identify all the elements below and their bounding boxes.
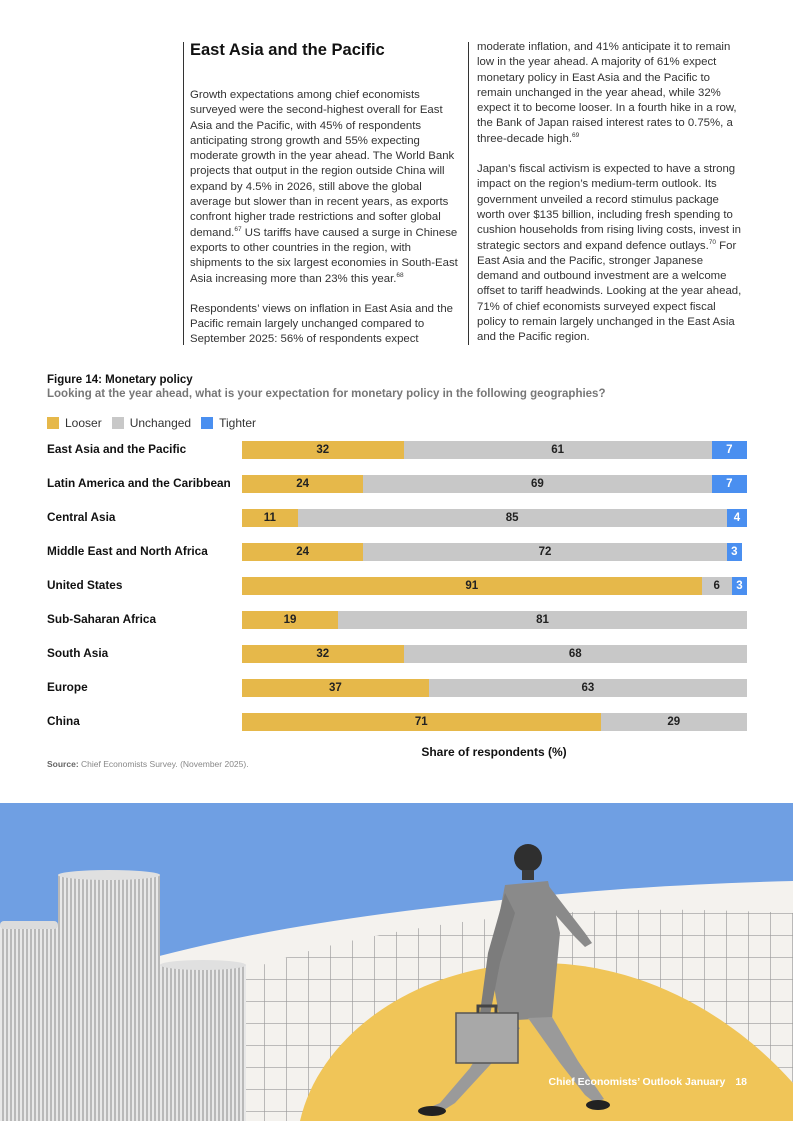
bar-segment-looser: 91 [242, 577, 702, 595]
bar-segment-unchanged: 81 [338, 611, 747, 629]
bar-segment-unchanged: 85 [298, 509, 727, 527]
source-note: Source: Chief Economists Survey. (November 2025). [47, 759, 249, 769]
bar-segment-unchanged: 61 [404, 441, 712, 459]
bar-segment-looser: 32 [242, 441, 404, 459]
category-label: East Asia and the Pacific [47, 442, 187, 456]
category-label: Sub-Saharan Africa [47, 612, 157, 626]
bar-segment-looser: 71 [242, 713, 601, 731]
coin-stack-tall [58, 870, 160, 1121]
category-label: Middle East and North Africa [47, 544, 208, 558]
legend-swatch-looser [47, 417, 59, 429]
paragraph: moderate inflation, and 41% anticipate it to remain low in the year ahead. A majority of 61% expect monetary policy in East Asia and the Pacific to remain unchanged in the year ahead, while 32% expect it to become looser. In a fourth hike in a row, the Bank of Japan raised interest rates to 0.75%, a three-decade high.$^{69}$ [477, 41, 737, 145]
legend-label: Unchanged [129, 416, 192, 430]
paragraph: Respondents’ views on inflation in East Asia and the Pacific remain largely unchanged compared to September 2025: 56% of respondents expect [190, 302, 453, 346]
bar-segment-tighter: 3 [727, 543, 742, 561]
chart-row [47, 577, 747, 595]
figure-subtitle: Looking at the year ahead, what is your expectation for monetary policy in the following geographies? [47, 388, 606, 400]
stacked-bar [242, 475, 747, 493]
page-footer [549, 1076, 747, 1088]
bar-segment-unchanged: 29 [601, 713, 747, 731]
right-column-rule [468, 42, 469, 345]
bar-segment-unchanged: 63 [429, 679, 747, 697]
chart-row [47, 713, 747, 731]
collage-artwork [0, 803, 793, 1121]
bar-segment-unchanged: 6 [702, 577, 732, 595]
legend-swatch-unchanged [112, 417, 124, 429]
page-number: 18 [735, 1076, 747, 1088]
category-label: Central Asia [47, 510, 116, 524]
legend-swatch-tighter [201, 417, 213, 429]
legend-item-looser [47, 416, 102, 430]
chart-row [47, 611, 747, 629]
category-label: Latin America and the Caribbean [47, 476, 231, 490]
chart-row [47, 645, 747, 663]
bar-segment-tighter: 7 [712, 475, 747, 493]
stacked-bar [242, 509, 747, 527]
chart-row [47, 475, 747, 493]
legend-item-unchanged [112, 416, 191, 430]
stacked-bar [242, 645, 747, 663]
bar-segment-tighter: 3 [732, 577, 747, 595]
bar-segment-looser: 11 [242, 509, 298, 527]
legend-label: Looser [65, 416, 102, 430]
stacked-bar [242, 611, 747, 629]
chart-row [47, 509, 747, 527]
bar-segment-looser: 24 [242, 543, 363, 561]
figure-title: Figure 14: Monetary policy [47, 374, 193, 386]
stacked-bar [242, 441, 747, 459]
legend-label: Tighter [219, 416, 256, 430]
chart-row [47, 441, 747, 459]
category-label: Europe [47, 680, 88, 694]
legend-item-tighter [201, 416, 256, 430]
bar-segment-unchanged: 68 [404, 645, 747, 663]
bar-segment-looser: 24 [242, 475, 363, 493]
stacked-bar [242, 543, 747, 561]
bar-segment-unchanged: 69 [363, 475, 711, 493]
stacked-bar [242, 679, 747, 697]
coin-stack-left [0, 921, 58, 1121]
coin-stack-short [160, 960, 246, 1121]
category-label: United States [47, 578, 123, 592]
left-column-rule [183, 42, 184, 345]
left-text-column [190, 40, 460, 363]
category-label: South Asia [47, 646, 109, 660]
bar-segment-tighter: 4 [727, 509, 747, 527]
stacked-bar [242, 713, 747, 731]
footer-title: Chief Economists’ Outlook January [548, 1076, 726, 1088]
decorative-illustration [0, 803, 793, 1121]
bar-segment-unchanged: 72 [363, 543, 727, 561]
bar-segment-looser: 19 [242, 611, 338, 629]
bar-segment-looser: 32 [242, 645, 404, 663]
bar-segment-looser: 37 [242, 679, 429, 697]
right-text-column [477, 40, 747, 361]
bar-segment-tighter: 7 [712, 441, 747, 459]
chart-legend [47, 416, 266, 430]
paragraph: Japan’s fiscal activism is expected to have a strong impact on the region’s medium-term outlook. Its government unveiled a record stimulus package worth over $135 billion, including fresh spending to cushion households from rising living costs, invest in strategic sectors and expand defence outlays.$^{70}$ For East Asia and the Pacific, stronger Japanese demand and outbound investment are a welcome offset to tariff headwinds. Looking at the year ahead, 71% of chief economists surveyed expect fiscal policy to remain largely unchanged in the East Asia and the Pacific region. [477, 163, 742, 344]
chart-row [47, 679, 747, 697]
x-axis-label: Share of respondents (%) [421, 745, 567, 759]
chart-row [47, 543, 747, 561]
category-label: China [47, 714, 80, 728]
stacked-bar [242, 577, 747, 595]
paragraph: Growth expectations among chief economists surveyed were the second-highest overall for East Asia and the Pacific, with 45% of respondents anticipating strong growth and 55% expecting moderate growth in the year ahead. The World Bank projects that output in the region outside China will expand by 4.5% in 2026, still above the global average but slower than in recent years, as exports confront higher trade restrictions and softer global demand.$^{67}$ US tariffs have caused a surge in Chinese exports to other countries in the region, with shipments to the six largest economies in South-East Asia increasing more than 23% this year.$^{68}$ [190, 89, 458, 285]
section-title: East Asia and the Pacific [190, 41, 385, 59]
